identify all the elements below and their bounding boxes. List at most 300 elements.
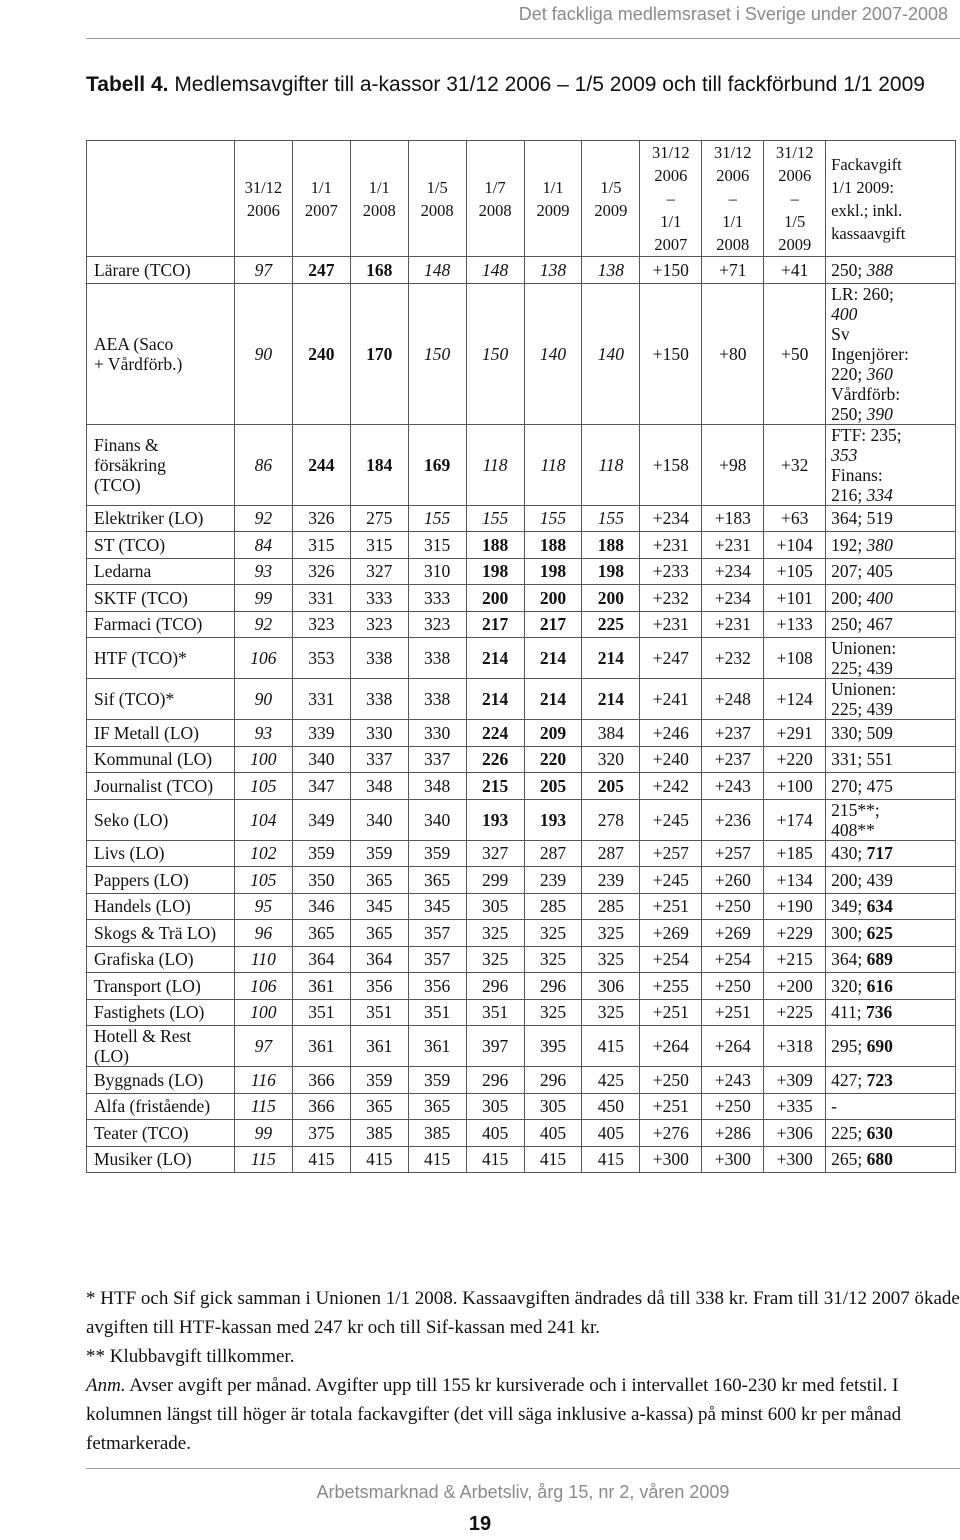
column-header-line: 1/1 bbox=[722, 212, 744, 231]
value-cell: 188 bbox=[524, 532, 582, 559]
value-cell: 205 bbox=[524, 773, 582, 800]
value-cell: 97 bbox=[234, 257, 292, 284]
value-cell: +229 bbox=[764, 920, 826, 947]
fackavgift-cell bbox=[826, 946, 956, 973]
value-cell: +232 bbox=[640, 585, 702, 612]
fackavgift-line bbox=[831, 820, 952, 840]
value-cell: 198 bbox=[466, 558, 524, 585]
value-cell: +246 bbox=[640, 720, 702, 747]
fackavgift-cell bbox=[826, 1146, 956, 1173]
org-cell bbox=[87, 773, 235, 800]
fackavgift-line bbox=[831, 404, 952, 424]
value-cell: +247 bbox=[640, 638, 702, 679]
fackavgift-segment: 216; bbox=[831, 484, 867, 505]
value-cell: 200 bbox=[524, 585, 582, 612]
fackavgift-line bbox=[831, 1096, 952, 1116]
org-cell bbox=[87, 920, 235, 947]
org-name-line: Handels (LO) bbox=[94, 896, 191, 917]
header-rule bbox=[86, 38, 960, 39]
value-cell: 325 bbox=[524, 999, 582, 1026]
fackavgift-line bbox=[831, 384, 952, 404]
value-cell: 405 bbox=[524, 1120, 582, 1147]
fackavgift-segment: 364; bbox=[831, 949, 867, 970]
fackavgift-segment: 360 bbox=[866, 363, 893, 384]
value-cell: 333 bbox=[350, 585, 408, 612]
value-cell: +190 bbox=[764, 893, 826, 920]
column-header bbox=[408, 141, 466, 257]
value-cell: +234 bbox=[702, 585, 764, 612]
page-number: 19 bbox=[468, 1513, 492, 1535]
fackavgift-segment: 690 bbox=[866, 1036, 893, 1056]
value-cell: 115 bbox=[234, 1146, 292, 1173]
value-cell: 338 bbox=[408, 638, 466, 679]
running-footer: Arbetsmarknad & Arbetsliv, årg 15, nr 2, våren 2009 bbox=[316, 1482, 730, 1502]
fackavgift-segment: 320; bbox=[831, 975, 867, 996]
value-cell: 93 bbox=[234, 558, 292, 585]
column-header bbox=[234, 141, 292, 257]
value-cell: 331 bbox=[292, 679, 350, 720]
value-cell: 240 bbox=[292, 283, 350, 424]
fackavgift-cell bbox=[826, 585, 956, 612]
fackavgift-line bbox=[831, 699, 952, 719]
value-cell: 361 bbox=[408, 1026, 466, 1067]
table-row bbox=[87, 679, 956, 720]
column-header-line: 1/5 bbox=[426, 177, 448, 197]
value-cell: 168 bbox=[350, 257, 408, 284]
org-name-line: Teater (TCO) bbox=[94, 1122, 189, 1143]
table-row bbox=[87, 840, 956, 867]
value-cell: 356 bbox=[350, 973, 408, 1000]
value-cell: 100 bbox=[234, 999, 292, 1026]
org-cell bbox=[87, 893, 235, 920]
column-header-line: 2009 bbox=[594, 200, 628, 220]
value-cell: 214 bbox=[524, 679, 582, 720]
org-name-line: Lärare (TCO) bbox=[94, 259, 191, 280]
org-name-line: Musiker (LO) bbox=[94, 1149, 192, 1170]
value-cell: 375 bbox=[292, 1120, 350, 1147]
value-cell: 105 bbox=[234, 867, 292, 894]
value-cell: 225 bbox=[582, 611, 640, 638]
org-cell bbox=[87, 999, 235, 1026]
table-row bbox=[87, 611, 956, 638]
column-header bbox=[640, 141, 702, 257]
table-row bbox=[87, 283, 956, 424]
org-cell bbox=[87, 1120, 235, 1147]
org-name-line: Seko (LO) bbox=[94, 809, 169, 830]
value-cell: 340 bbox=[408, 799, 466, 840]
table-row bbox=[87, 505, 956, 532]
fackavgift-line bbox=[831, 843, 952, 863]
column-header-line: 2006 bbox=[246, 200, 280, 220]
fackavgift-segment: 300; bbox=[831, 922, 867, 943]
fackavgift-segment: 616 bbox=[866, 975, 893, 996]
value-cell: 305 bbox=[466, 893, 524, 920]
value-cell: +318 bbox=[764, 1026, 826, 1067]
org-name-line: (LO) bbox=[94, 1046, 129, 1066]
value-cell: 296 bbox=[524, 973, 582, 1000]
org-cell bbox=[87, 257, 235, 284]
value-cell: 90 bbox=[234, 679, 292, 720]
table-row bbox=[87, 638, 956, 679]
value-cell: 315 bbox=[350, 532, 408, 559]
footer-rule bbox=[86, 1468, 960, 1469]
value-cell: +183 bbox=[702, 505, 764, 532]
fackavgift-cell bbox=[826, 257, 956, 284]
value-cell: 415 bbox=[524, 1146, 582, 1173]
value-cell: +231 bbox=[640, 532, 702, 559]
value-cell: 325 bbox=[582, 920, 640, 947]
fackavgift-segment: Unionen: bbox=[831, 638, 897, 658]
value-cell: 188 bbox=[582, 532, 640, 559]
fackavgift-segment: 225; 439 bbox=[831, 699, 893, 719]
column-header bbox=[292, 141, 350, 257]
value-cell: +335 bbox=[764, 1093, 826, 1120]
fackavgift-line bbox=[831, 1123, 952, 1143]
column-header-line: – bbox=[666, 189, 675, 208]
fackavgift-line bbox=[831, 614, 952, 634]
fackavgift-segment: Finans: bbox=[831, 464, 883, 485]
value-cell: 361 bbox=[292, 1026, 350, 1067]
org-name-line: Kommunal (LO) bbox=[94, 749, 213, 770]
value-cell: 150 bbox=[408, 283, 466, 424]
fackavgift-segment: 330; 509 bbox=[831, 722, 893, 743]
value-cell: 150 bbox=[466, 283, 524, 424]
fackavgift-segment: 408** bbox=[831, 819, 875, 840]
table-row bbox=[87, 585, 956, 612]
value-cell: 315 bbox=[408, 532, 466, 559]
fackavgift-segment: 334 bbox=[866, 484, 893, 505]
column-header-line: 31/12 bbox=[775, 143, 814, 162]
fackavgift-segment: 250; 467 bbox=[831, 614, 893, 635]
value-cell: 330 bbox=[350, 720, 408, 747]
value-cell: +185 bbox=[764, 840, 826, 867]
org-name-line: Ledarna bbox=[94, 561, 152, 582]
fackavgift-segment: 295; bbox=[831, 1036, 867, 1056]
fackavgift-line bbox=[831, 260, 952, 280]
header-row bbox=[87, 141, 956, 257]
note-klubbavgift: ** Klubbavgift tillkommer. bbox=[86, 1346, 295, 1367]
fackavgift-cell bbox=[826, 532, 956, 559]
value-cell: 170 bbox=[350, 283, 408, 424]
column-header bbox=[582, 141, 640, 257]
value-cell: 95 bbox=[234, 893, 292, 920]
value-cell: +150 bbox=[640, 283, 702, 424]
value-cell: 215 bbox=[466, 773, 524, 800]
table-row bbox=[87, 920, 956, 947]
value-cell: 366 bbox=[292, 1067, 350, 1094]
value-cell: 356 bbox=[408, 973, 466, 1000]
fackavgift-segment: LR: 260; bbox=[831, 283, 894, 304]
value-cell: 306 bbox=[582, 973, 640, 1000]
column-header-line: 1/1 2009: bbox=[831, 177, 894, 197]
column-header bbox=[764, 141, 826, 257]
value-cell: +269 bbox=[702, 920, 764, 947]
column-header-line: 1/1 bbox=[368, 177, 390, 197]
table-row bbox=[87, 720, 956, 747]
value-cell: 92 bbox=[234, 505, 292, 532]
value-cell: 338 bbox=[408, 679, 466, 720]
table-row bbox=[87, 257, 956, 284]
fackavgift-line bbox=[831, 658, 952, 678]
table-row bbox=[87, 424, 956, 505]
value-cell: 348 bbox=[350, 773, 408, 800]
value-cell: 415 bbox=[582, 1146, 640, 1173]
fackavgift-segment: 625 bbox=[866, 922, 893, 943]
table-row bbox=[87, 558, 956, 585]
value-cell: 140 bbox=[582, 283, 640, 424]
value-cell: 99 bbox=[234, 585, 292, 612]
value-cell: +260 bbox=[702, 867, 764, 894]
value-cell: 138 bbox=[582, 257, 640, 284]
value-cell: 224 bbox=[466, 720, 524, 747]
fackavgift-cell bbox=[826, 746, 956, 773]
fackavgift-segment: Vårdförb: bbox=[831, 383, 901, 404]
org-name-line: (TCO) bbox=[94, 474, 141, 495]
fackavgift-segment: 411; bbox=[831, 1002, 866, 1023]
fackavgift-segment: 215**; bbox=[831, 799, 880, 820]
fackavgift-segment: Sv bbox=[831, 323, 850, 344]
fackavgift-line bbox=[831, 1149, 952, 1169]
value-cell: 92 bbox=[234, 611, 292, 638]
fackavgift-segment: 220; bbox=[831, 363, 867, 384]
table-row bbox=[87, 1067, 956, 1094]
fackavgift-line bbox=[831, 465, 952, 485]
value-cell: +264 bbox=[640, 1026, 702, 1067]
fackavgift-segment: Unionen: bbox=[831, 679, 897, 699]
table-row bbox=[87, 1093, 956, 1120]
fackavgift-line bbox=[831, 679, 952, 699]
value-cell: 106 bbox=[234, 973, 292, 1000]
fackavgift-segment: 270; 475 bbox=[831, 775, 893, 796]
fackavgift-cell bbox=[826, 773, 956, 800]
value-cell: 226 bbox=[466, 746, 524, 773]
fackavgift-line bbox=[831, 800, 952, 820]
org-cell bbox=[87, 638, 235, 679]
column-header-line: – bbox=[728, 189, 737, 208]
org-name-line: AEA (Saco bbox=[94, 333, 174, 354]
table-row bbox=[87, 799, 956, 840]
value-cell: 97 bbox=[234, 1026, 292, 1067]
value-cell: 325 bbox=[524, 920, 582, 947]
org-name-line: Elektriker (LO) bbox=[94, 508, 204, 529]
fackavgift-segment: 630 bbox=[866, 1122, 893, 1143]
value-cell: 116 bbox=[234, 1067, 292, 1094]
value-cell: +251 bbox=[640, 893, 702, 920]
value-cell: 364 bbox=[292, 946, 350, 973]
running-header: Det fackliga medlemsraset i Sverige under 2007-2008 bbox=[518, 4, 948, 24]
org-cell bbox=[87, 283, 235, 424]
fackavgift-cell bbox=[826, 1093, 956, 1120]
table-row bbox=[87, 1026, 956, 1067]
value-cell: +80 bbox=[702, 283, 764, 424]
value-cell: 325 bbox=[582, 999, 640, 1026]
value-cell: 395 bbox=[524, 1026, 582, 1067]
value-cell: +309 bbox=[764, 1067, 826, 1094]
value-cell: +243 bbox=[702, 773, 764, 800]
value-cell: +150 bbox=[640, 257, 702, 284]
value-cell: +105 bbox=[764, 558, 826, 585]
fackavgift-segment: 380 bbox=[866, 534, 893, 555]
value-cell: +269 bbox=[640, 920, 702, 947]
value-cell: +41 bbox=[764, 257, 826, 284]
value-cell: 359 bbox=[408, 1067, 466, 1094]
value-cell: +254 bbox=[702, 946, 764, 973]
org-cell bbox=[87, 505, 235, 532]
fackavgift-line bbox=[831, 508, 952, 528]
value-cell: 115 bbox=[234, 1093, 292, 1120]
table-row bbox=[87, 1146, 956, 1173]
value-cell: +134 bbox=[764, 867, 826, 894]
value-cell: +108 bbox=[764, 638, 826, 679]
fackavgift-segment: 250; bbox=[831, 259, 867, 280]
value-cell: 361 bbox=[350, 1026, 408, 1067]
value-cell: 450 bbox=[582, 1093, 640, 1120]
value-cell: 327 bbox=[350, 558, 408, 585]
column-header-line: 2008 bbox=[420, 200, 454, 220]
org-name-line: Byggnads (LO) bbox=[94, 1069, 204, 1090]
fackavgift-line bbox=[831, 638, 952, 658]
value-cell: 415 bbox=[292, 1146, 350, 1173]
fackavgift-cell bbox=[826, 920, 956, 947]
value-cell: 331 bbox=[292, 585, 350, 612]
value-cell: +237 bbox=[702, 720, 764, 747]
column-header-line: Fackavgift bbox=[831, 154, 902, 174]
org-name-line: Fastighets (LO) bbox=[94, 1002, 205, 1023]
org-cell bbox=[87, 973, 235, 1000]
value-cell: +104 bbox=[764, 532, 826, 559]
value-cell: 90 bbox=[234, 283, 292, 424]
value-cell: 323 bbox=[350, 611, 408, 638]
fackavgift-cell bbox=[826, 1067, 956, 1094]
value-cell: 365 bbox=[350, 867, 408, 894]
fackavgift-segment: 250; bbox=[831, 403, 867, 424]
table-row bbox=[87, 973, 956, 1000]
org-name-line: HTF (TCO)* bbox=[94, 648, 187, 668]
column-header-line: 2008 bbox=[478, 200, 512, 220]
value-cell: 359 bbox=[408, 840, 466, 867]
fackavgift-line bbox=[831, 445, 952, 465]
fackavgift-segment: 388 bbox=[866, 259, 893, 280]
column-header-line: 1/5 bbox=[784, 212, 806, 231]
fackavgift-segment: 634 bbox=[866, 896, 893, 917]
fackavgift-line bbox=[831, 535, 952, 555]
org-name-line: Livs (LO) bbox=[94, 843, 165, 864]
value-cell: 320 bbox=[582, 746, 640, 773]
value-cell: 350 bbox=[292, 867, 350, 894]
org-name-line: Hotell & Rest bbox=[94, 1026, 192, 1046]
value-cell: 323 bbox=[408, 611, 466, 638]
fackavgift-line bbox=[831, 485, 952, 505]
value-cell: +174 bbox=[764, 799, 826, 840]
fackavgift-line bbox=[831, 949, 952, 969]
value-cell: 102 bbox=[234, 840, 292, 867]
fackavgift-line bbox=[831, 304, 952, 324]
fackavgift-cell bbox=[826, 638, 956, 679]
value-cell: 359 bbox=[292, 840, 350, 867]
value-cell: +124 bbox=[764, 679, 826, 720]
value-cell: 347 bbox=[292, 773, 350, 800]
value-cell: 105 bbox=[234, 773, 292, 800]
fackavgift-line bbox=[831, 976, 952, 996]
value-cell: +133 bbox=[764, 611, 826, 638]
fackavgift-segment: 723 bbox=[866, 1069, 893, 1090]
note-anm-label: Anm. bbox=[86, 1375, 126, 1396]
value-cell: +264 bbox=[702, 1026, 764, 1067]
column-header-line: 31/12 bbox=[244, 177, 283, 197]
value-cell: 357 bbox=[408, 946, 466, 973]
value-cell: 118 bbox=[466, 424, 524, 505]
org-cell bbox=[87, 1146, 235, 1173]
value-cell: 327 bbox=[466, 840, 524, 867]
org-name-line: + Vårdförb.) bbox=[94, 353, 183, 374]
value-cell: 296 bbox=[466, 1067, 524, 1094]
fee-table bbox=[86, 140, 956, 1173]
value-cell: 326 bbox=[292, 505, 350, 532]
table-row bbox=[87, 746, 956, 773]
value-cell: +63 bbox=[764, 505, 826, 532]
value-cell: 148 bbox=[466, 257, 524, 284]
value-cell: +254 bbox=[640, 946, 702, 973]
value-cell: 200 bbox=[582, 585, 640, 612]
value-cell: 104 bbox=[234, 799, 292, 840]
org-cell bbox=[87, 424, 235, 505]
value-cell: 106 bbox=[234, 638, 292, 679]
value-cell: +241 bbox=[640, 679, 702, 720]
value-cell: +233 bbox=[640, 558, 702, 585]
value-cell: +250 bbox=[702, 973, 764, 1000]
value-cell: +200 bbox=[764, 973, 826, 1000]
column-header-line: 31/12 bbox=[713, 143, 752, 162]
value-cell: +300 bbox=[640, 1146, 702, 1173]
value-cell: 365 bbox=[350, 920, 408, 947]
column-header-line: 2007 bbox=[304, 200, 338, 220]
value-cell: 214 bbox=[582, 638, 640, 679]
value-cell: +101 bbox=[764, 585, 826, 612]
value-cell: +243 bbox=[702, 1067, 764, 1094]
org-name-line: Transport (LO) bbox=[94, 975, 201, 996]
value-cell: 214 bbox=[524, 638, 582, 679]
value-cell: 244 bbox=[292, 424, 350, 505]
fackavgift-cell bbox=[826, 611, 956, 638]
value-cell: 193 bbox=[466, 799, 524, 840]
value-cell: 155 bbox=[582, 505, 640, 532]
value-cell: 287 bbox=[524, 840, 582, 867]
fackavgift-line bbox=[831, 561, 952, 581]
table-row bbox=[87, 999, 956, 1026]
value-cell: 345 bbox=[408, 893, 466, 920]
column-header-line: 2008 bbox=[362, 200, 396, 220]
value-cell: 340 bbox=[292, 746, 350, 773]
value-cell: 405 bbox=[582, 1120, 640, 1147]
column-header-line: 2007 bbox=[654, 235, 688, 254]
org-name-line: Finans & bbox=[94, 434, 159, 455]
value-cell: 239 bbox=[524, 867, 582, 894]
value-cell: +225 bbox=[764, 999, 826, 1026]
value-cell: +215 bbox=[764, 946, 826, 973]
value-cell: 93 bbox=[234, 720, 292, 747]
value-cell: 366 bbox=[292, 1093, 350, 1120]
value-cell: +242 bbox=[640, 773, 702, 800]
value-cell: 345 bbox=[350, 893, 408, 920]
value-cell: 361 bbox=[292, 973, 350, 1000]
org-cell bbox=[87, 1067, 235, 1094]
column-header bbox=[826, 141, 956, 257]
fackavgift-segment: FTF: 235; bbox=[831, 424, 902, 445]
fackavgift-cell bbox=[826, 799, 956, 840]
value-cell: +251 bbox=[702, 999, 764, 1026]
table-row bbox=[87, 532, 956, 559]
fackavgift-segment: 430; bbox=[831, 843, 867, 864]
